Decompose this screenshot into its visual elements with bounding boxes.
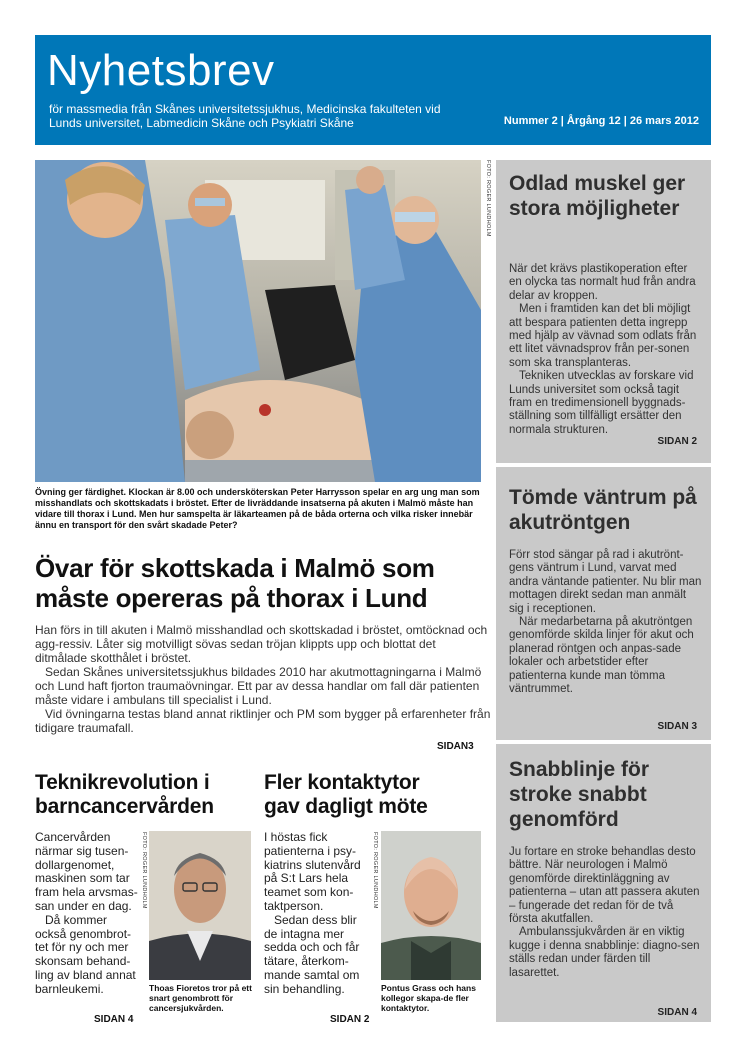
tech-line: ling av bland annat <box>35 967 136 982</box>
hero-photo-illustration <box>35 160 481 482</box>
tech-line: också genombrot- <box>35 926 132 941</box>
main-page-ref: SIDAN3 <box>437 741 474 752</box>
portrait-illustration <box>149 831 251 980</box>
contact-line: I höstas fick <box>264 830 328 844</box>
sidebar-headline: Snabblinje för stroke snabbt genomförd <box>509 758 650 831</box>
tech-page-ref: SIDAN 4 <box>94 1014 134 1025</box>
sidebar-paragraph: Men i framtiden kan det bli möjligt att bespara patienten detta ingrepp med hjälp av vävnad som odlats från ett litet vävnadsprov från per-sonen som ska transplanteras. <box>509 303 697 369</box>
contact-line: mande samtal om <box>264 967 360 982</box>
sidebar-box-stroke <box>496 744 711 1022</box>
sidebar-paragraph: När medarbetarna på akutröntgen genomförde skilda linjer för akut och planerad röntgen och anpas-sade lokaler och arbetstider efter patienterna kunde man tömma väntrummet. <box>509 616 694 696</box>
sidebar-paragraph: Tekniken utvecklas av forskare vid Lunds universitet som också tagit fram en tredimensionell byggnads-ställning som tillfälligt ersätter den normala strukturen. <box>509 370 694 436</box>
sidebar-page-ref: SIDAN 3 <box>657 721 697 732</box>
contact-photo-credit: FOTO: ROGER LUNDHOLM <box>372 832 378 909</box>
contact-headline-line: Fler kontaktytor <box>264 771 420 794</box>
portrait-illustration <box>381 831 481 980</box>
sidebar-body <box>509 549 702 696</box>
tech-photo-caption: Thoas Fioretos tror på ett snart genombrott för cancersjukvården. <box>149 983 252 1013</box>
hero-photo <box>35 160 481 482</box>
tech-line: närmar sig tusen- <box>35 843 129 858</box>
tech-line: san under en dag. <box>35 898 132 913</box>
contact-body <box>264 831 376 997</box>
tech-headline <box>35 771 214 819</box>
sidebar-headline: Tömde väntrum på akutröntgen <box>509 486 697 534</box>
tech-body <box>35 831 150 997</box>
tech-line: skonsam behand- <box>35 954 131 969</box>
contact-line: på S:t Lars hela <box>264 871 349 886</box>
sidebar-body <box>509 263 702 437</box>
masthead <box>35 35 711 145</box>
main-article-body <box>35 623 491 735</box>
sidebar-box-muscle <box>496 160 711 463</box>
sidebar-page-ref: SIDAN 2 <box>657 436 697 447</box>
portrait-grass <box>381 831 481 980</box>
contact-line: patienterna i psy- <box>264 843 357 858</box>
main-paragraph: Han förs in till akuten i Malmö misshandlad och skottskadad i bröstet, omtöcknad och agg-ressiv. Låter sig motvilligt sövas sedan tröjan klippts upp och blottat det ditmålade skotthålet i bröstet. <box>35 623 488 665</box>
hero-caption: Övning ger färdighet. Klockan är 8.00 och undersköterskan Peter Harrysson spelar en arg ung man som misshandlats och skottskadats i bröstet. Efter de livräddande insatserna på akuten i Malmö måste han vidare till thorax i Lund. Men hur samspelta är läkarteamen på de båda orterna och vilka risker innebär ännu en transport för den svårt skadade Peter? <box>35 487 480 530</box>
issue-info: Nummer 2 | Årgång 12 | 26 mars 2012 <box>503 115 699 127</box>
tech-line: barnleukemi. <box>35 981 104 996</box>
portrait-fioretos <box>149 831 251 980</box>
contact-line: taktperson. <box>264 898 324 913</box>
contact-page-ref: SIDAN 2 <box>330 1014 370 1025</box>
sidebar-paragraph: När det krävs plastikoperation efter en olycka tas normalt hud från andra delar av kroppen. <box>509 263 696 302</box>
contact-line: sedda och och får <box>264 940 360 955</box>
contact-headline-line: gav dagligt möte <box>264 795 428 818</box>
tech-line: dollargenomet, <box>35 857 115 872</box>
tech-line: Cancervården <box>35 830 111 844</box>
newsletter-title: Nyhetsbrev <box>47 46 275 95</box>
tech-line: tet för ny och mer <box>35 940 129 955</box>
tech-headline-line: Teknikrevolution i <box>35 771 210 794</box>
contact-line: teamet som kon- <box>264 885 354 900</box>
sidebar-box-radiology <box>496 467 711 740</box>
tech-line: maskinen som tar <box>35 871 130 886</box>
tech-line: fram hela arvsmas- <box>35 885 138 900</box>
tech-headline-line: barncancervården <box>35 795 214 818</box>
sidebar-page-ref: SIDAN 4 <box>657 1007 697 1018</box>
contact-line: kiatrins slutenvård <box>264 857 361 872</box>
sidebar-headline: Odlad muskel ger stora möjligheter <box>509 172 686 220</box>
sidebar-paragraph: Ambulanssjukvården är en viktig kugge i denna snabblinje: diagno-sen ställs redan under färden till lasarettet. <box>509 926 700 979</box>
contact-line: tätare, återkom- <box>264 954 349 969</box>
sidebar-paragraph: Förr stod sängar på rad i akutrönt-gens väntrum i Lund, varvat med andra väntande patienter. Nu blir man mottagen direkt sedan man anmält sig i receptionen. <box>509 549 702 615</box>
contact-photo-caption: Pontus Grass och hans kollegor skapa-de fler kontaktytor. <box>381 983 476 1013</box>
contact-headline <box>264 771 428 819</box>
sidebar-paragraph: Ju fortare en stroke behandlas desto bättre. När neurologen i Malmö genomförde direktinläggning av patienterna – utan att passera akuten – fungerade det redan för de två första akutfallen. <box>509 846 700 926</box>
main-paragraph: Vid övningarna testas bland annat riktlinjer och PM som bygger på erfarenheter från tidigare traumafall. <box>35 707 491 735</box>
contact-line: sin behandling. <box>264 981 345 996</box>
hero-photo-credit: FOTO: ROGER LUNDHOLM <box>485 160 491 237</box>
sidebar-body <box>509 846 702 980</box>
contact-line: de intagna mer <box>264 926 345 941</box>
tech-line: Då kommer <box>45 912 108 927</box>
contact-line: Sedan dess blir <box>274 912 357 927</box>
main-paragraph: Sedan Skånes universitetssjukhus bildades 2010 har akutmottagningarna i Malmö och Lund haft fjorton traumaövningar. Ett par av dessa handlar om fall där patienten måste vidare i ambulans till specialist i Lund. <box>35 665 482 707</box>
main-headline: Övar för skottskada i Malmö som måste opereras på thorax i Lund <box>35 553 435 613</box>
tech-photo-credit: FOTO: ROGER LUNDHOLM <box>141 832 147 909</box>
newsletter-subtitle: för massmedia från Skånes universitetssjukhus, Medicinska fakulteten vid Lunds universitet, Labmedicin Skåne och Psykiatri Skåne <box>49 102 441 130</box>
